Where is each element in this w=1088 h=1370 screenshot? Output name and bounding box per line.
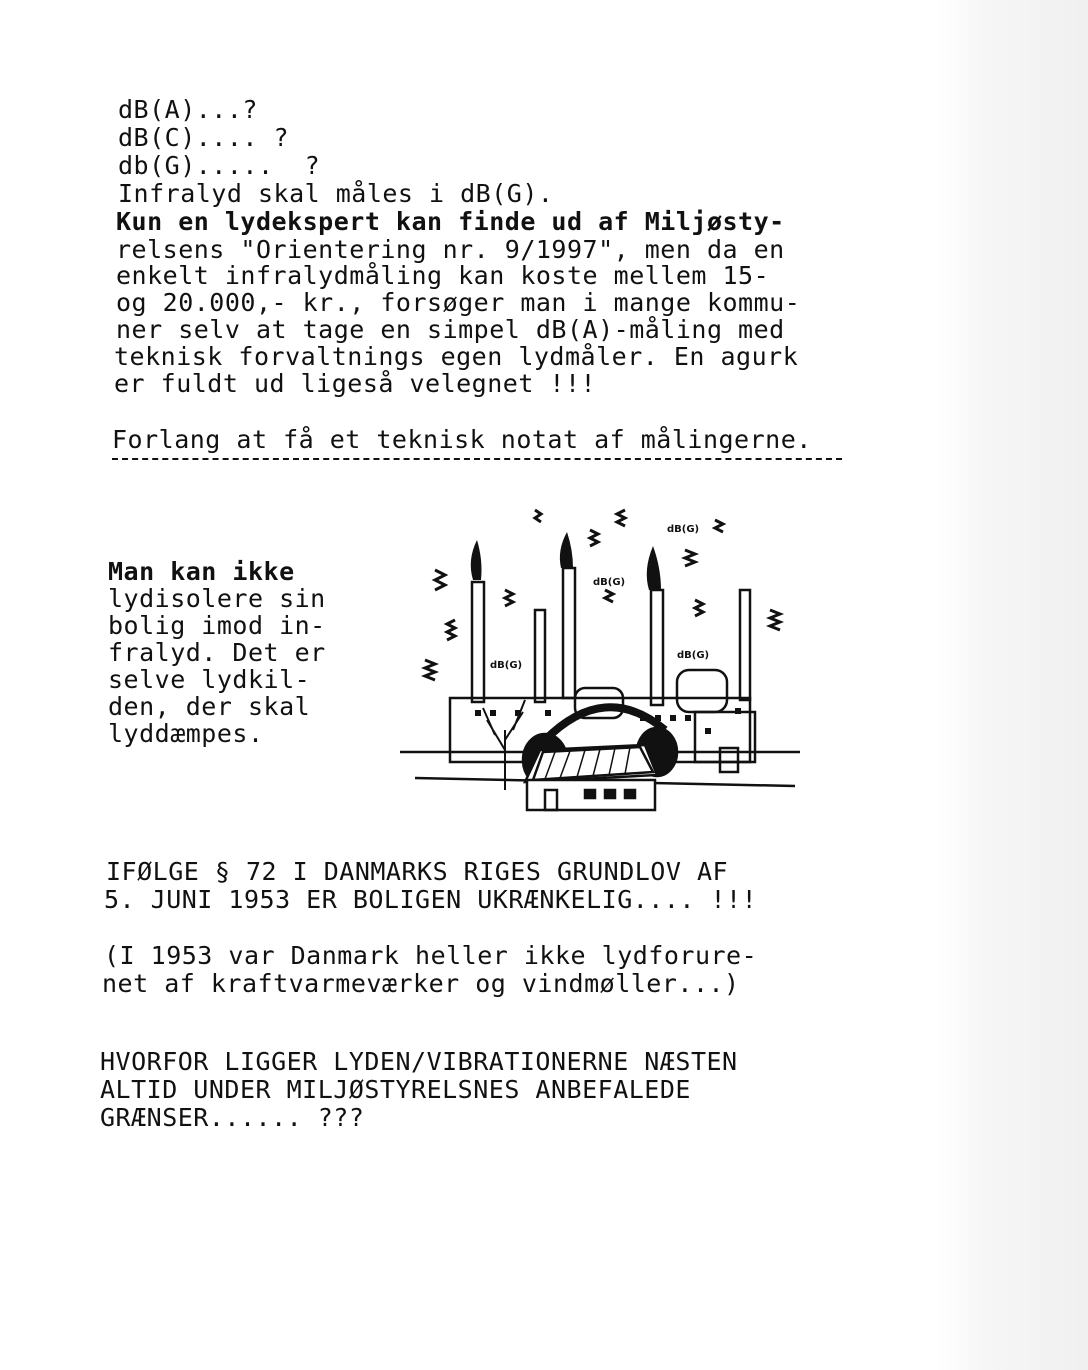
text-line: enkelt infralydmåling kan koste mellem 15-: [116, 261, 770, 290]
noise-wave: [505, 590, 513, 606]
db-c-line: dB(C).... ?: [118, 123, 290, 152]
text-line: Kun en lydekspert kan finde ud af Miljøsty-: [116, 207, 785, 236]
dashed-divider: [112, 458, 842, 460]
side-text-line: selve lydkil-: [108, 665, 311, 694]
side-text-line: lyddæmpes.: [108, 719, 264, 748]
noise-wave: [685, 550, 695, 566]
noise-wave: [617, 510, 625, 526]
db-label: dB(G): [667, 524, 700, 535]
db-g-line: db(G)..... ?: [118, 151, 321, 180]
chimney: [535, 610, 545, 702]
side-text-line: bolig imod in-: [108, 611, 326, 640]
noise-wave: [770, 610, 780, 630]
law-line: 5. JUNI 1953 ER BOLIGEN UKRÆNKELIG.... !!!: [104, 885, 758, 914]
factory-illustration: [395, 490, 805, 820]
noise-wave: [695, 600, 703, 616]
house-with-headphones: [523, 707, 677, 810]
request-line: Forlang at få et teknisk notat af målingerne.: [112, 425, 812, 454]
noise-wave: [590, 530, 598, 546]
side-building: [695, 712, 755, 762]
chimney: [651, 590, 663, 705]
db-a-line: dB(A)...?: [118, 95, 258, 124]
db-label: dB(G): [593, 577, 626, 588]
chimney: [563, 568, 575, 698]
side-text-line: fralyd. Det er: [108, 638, 326, 667]
side-text-line: den, der skal: [108, 692, 311, 721]
db-label: dB(G): [490, 660, 523, 671]
chimney: [472, 582, 484, 702]
noise-wave: [425, 660, 435, 680]
text-line: er fuldt ud ligeså velegnet !!!: [114, 369, 597, 398]
noise-wave: [605, 590, 613, 602]
chimney: [740, 590, 750, 700]
text-line: Infralyd skal måles i dB(G).: [118, 179, 554, 208]
text-line: og 20.000,- kr., forsøger man i mange kommu-: [116, 288, 801, 317]
question-line: GRÆNSER...... ???: [100, 1103, 365, 1132]
tank: [677, 670, 727, 712]
noise-wave: [535, 510, 541, 522]
noise-wave: [447, 620, 455, 640]
side-text-line: Man kan ikke: [108, 557, 295, 586]
note-line: net af kraftvarmeværker og vindmøller...): [102, 969, 740, 998]
noise-wave: [435, 570, 445, 590]
side-text-line: lydisolere sin: [108, 584, 326, 613]
note-line: (I 1953 var Danmark heller ikke lydforure-: [104, 941, 758, 970]
question-line: HVORFOR LIGGER LYDEN/VIBRATIONERNE NÆSTEN: [100, 1047, 738, 1076]
text-line: relsens "Orientering nr. 9/1997", men da en: [116, 235, 785, 264]
noise-wave: [715, 520, 723, 532]
tree: [483, 700, 525, 790]
db-label: dB(G): [677, 650, 710, 661]
text-line: teknisk forvaltnings egen lydmåler. En agurk: [114, 342, 799, 371]
text-line: ner selv at tage en simpel dB(A)-måling med: [116, 315, 785, 344]
scan-edge: [938, 0, 1088, 1370]
question-line: ALTID UNDER MILJØSTYRELSNES ANBEFALEDE: [100, 1075, 691, 1104]
law-line: IFØLGE § 72 I DANMARKS RIGES GRUNDLOV AF: [106, 857, 729, 886]
